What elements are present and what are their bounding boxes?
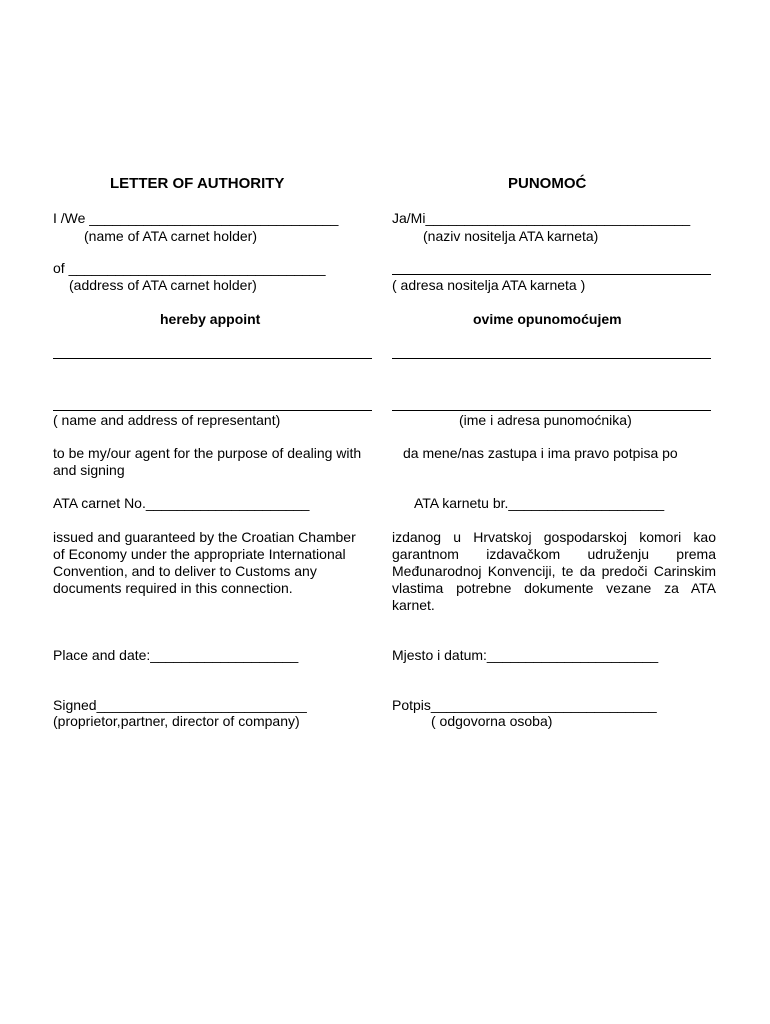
place-date-field: Place and date:___________________ [53,647,299,663]
representative-caption: ( name and address of representant) [53,412,281,428]
nositelj-address-line [392,274,711,275]
signature-field: Signed___________________________ [53,697,307,713]
signature-caption: (proprietor,partner, director of company) [53,713,300,729]
izdanog-text: izdanog u Hrvatskoj gospodarskoj komori kao garantnom izdavačkom udruženju prema Međunarodnoj Konvenciji, te da predoči Carinskim vlastima potrebne dokumente vezane za ATA karnet. [392,529,716,613]
agent-purpose-text: to be my/our agent for the purpose of dealing with and signing [53,445,362,478]
karnet-number-field: ATA karnetu br.____________________ [414,495,665,511]
representative-line-1 [53,358,372,359]
holder-address-caption: (address of ATA carnet holder) [69,277,257,293]
right-appoint-heading: ovime opunomoćujem [473,311,622,327]
issued-guaranteed-text: issued and guaranteed by the Croatian Chamber of Economy under the appropriate International Convention, and to deliver to Customs any documents required in this connection. [53,529,356,596]
punomocnik-line-1 [392,358,711,359]
mjesto-datum-field: Mjesto i datum:______________________ [392,647,659,663]
punomocnik-line-2 [392,410,711,411]
left-title: LETTER OF AUTHORITY [110,175,285,192]
nositelj-name-field: Ja/Mi__________________________________ [392,210,691,226]
holder-name-field: I /We ________________________________ [53,210,339,226]
nositelj-name-caption: (naziv nositelja ATA karneta) [423,228,599,244]
nositelj-address-caption: ( adresa nositelja ATA karneta ) [392,277,586,293]
potpis-field: Potpis_____________________________ [392,697,657,713]
carnet-number-field: ATA carnet No._____________________ [53,495,310,511]
potpis-caption: ( odgovorna osoba) [431,713,553,729]
holder-address-field: of _________________________________ [53,260,326,276]
holder-name-caption: (name of ATA carnet holder) [84,228,258,244]
representative-line-2 [53,410,372,411]
left-appoint-heading: hereby appoint [160,311,261,327]
punomocnik-caption: (ime i adresa punomoćnika) [459,412,632,428]
right-title: PUNOMOĆ [508,175,587,192]
zastupa-text: da mene/nas zastupa i ima pravo potpisa po [403,445,678,461]
